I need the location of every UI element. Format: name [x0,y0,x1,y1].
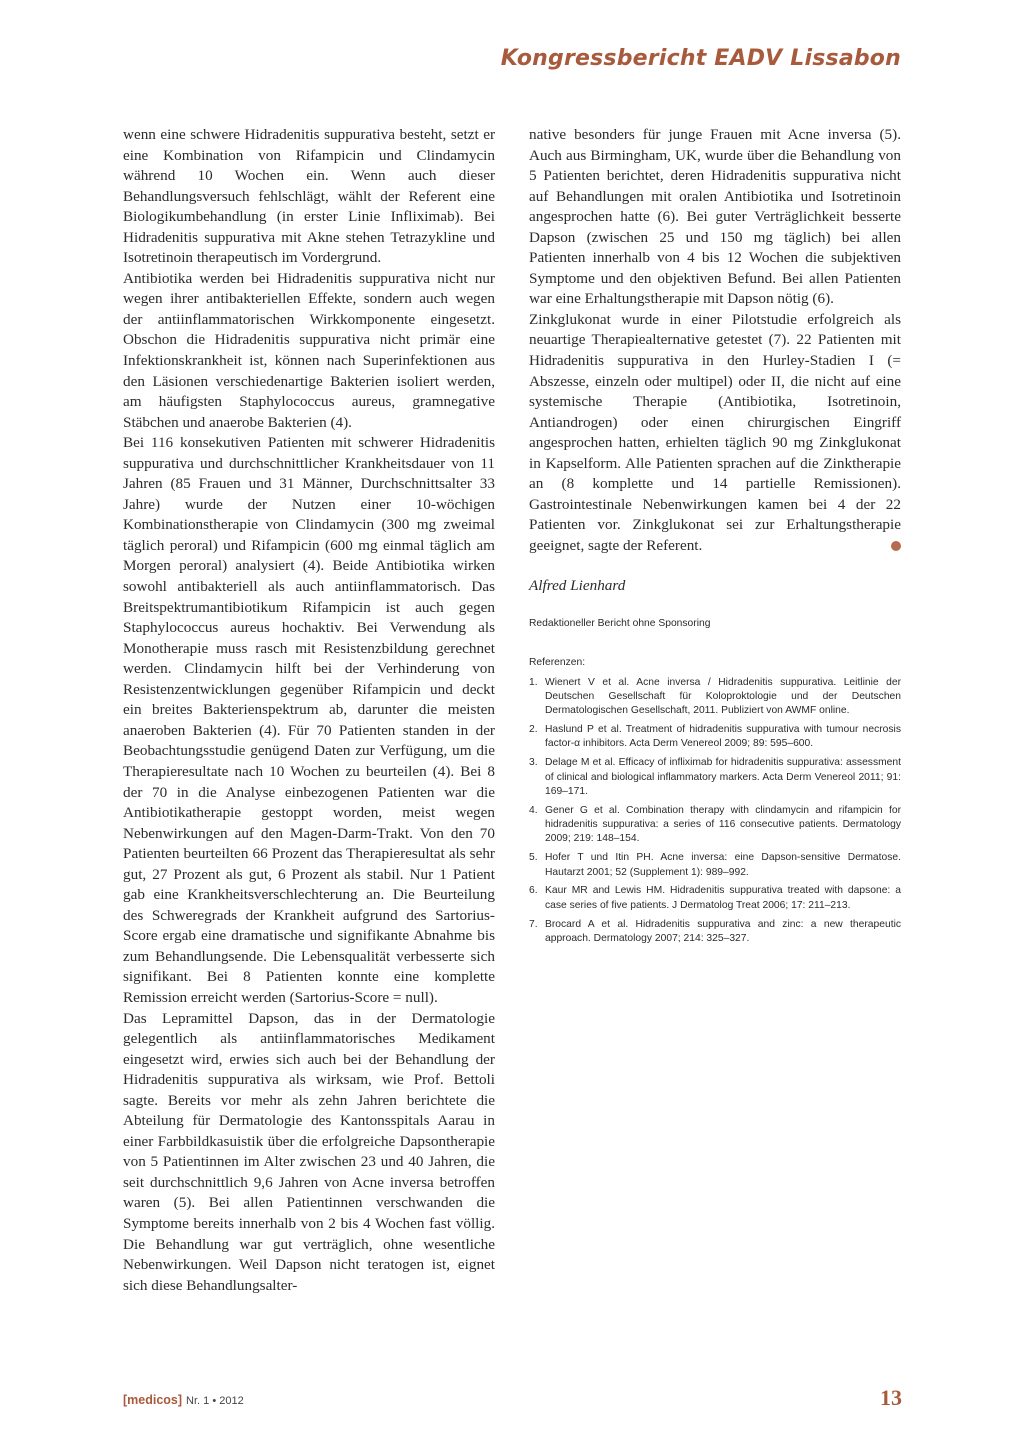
footer-issue: Nr. 1 • 2012 [186,1395,244,1407]
running-header-title: Kongressbericht EADV Lissabon [500,46,901,71]
reference-item [529,804,901,847]
reference-number: 2. [529,724,538,736]
reference-number: 3. [529,757,538,769]
reference-text: Hofer T und Itin PH. Acne inversa: eine Dapson-sensitive Dermatose. Hautarzt 2001; 52 (Supplement 1): 989–992. [545,852,901,878]
body-paragraph: wenn eine schwere Hidradenitis suppurativa besteht, setzt er eine Kombination von Rifampicin und Clindamycin während 10 Wochen ein. Wenn auch dieser Behandlungsversuch fehlschlägt, wählt der Referent eine Biologikumbehandlung (in erster Linie Infliximab). Bei Hidradenitis suppurativa mit Akne stehen Tetrazykline und Isotretinoin therapeutisch im Vordergrund. [123,126,495,267]
reference-number: 5. [529,852,538,864]
reference-text: Wienert V et al. Acne inversa / Hidradenitis suppurativa. Leitlinie der Deutschen Gesellschaft für Koloproktologie und der Deutschen Dermatologischen Gesellschaft, 2011. Publiziert von AWMF online. [545,676,901,717]
references-list [529,676,901,947]
reference-item [529,851,901,880]
reference-number: 1. [529,676,538,688]
reference-number: 4. [529,804,538,816]
body-paragraph: Das Lepramittel Dapson, das in der Dermatologie gelegentlich als antiinflammatorisches Medikament eingesetzt wird, erwies sich auch bei der Behandlung der Hidradenitis suppurativa als wirksam, wie Prof. Bettoli sagte. Bereits vor mehr als zehn Jahren berichtete die Abteilung für Dermatologie des Kantonsspitals Aarau in einer Farbbildkasuistik über die erfolgreiche Dapsontherapie von 5 Patientinnen im Alter zwischen 23 und 40 Jahren, die seit durchschnittlich 9,6 Jahren von Acne inversa betroffen waren (5). Bei allen Patientinnen verschwanden die Symptome bereits innerhalb von 2 bis 4 Wochen fast völlig. Die Behandlung war gut verträglich, ohne wesentliche Nebenwirkungen. Weil Dapson nicht teratogen ist, eignet sich diese Behandlungsalter- [123,1009,495,1294]
reference-item [529,884,901,913]
body-paragraph: Antibiotika werden bei Hidradenitis suppurativa nicht nur wegen ihrer antibakteriellen Effekte, sondern auch wegen der antiinflammatorischen Wirkkomponente eingesetzt. Obschon die Hidradenitis suppurativa nicht primär eine Infektionskrankheit ist, können nach Superinfektionen aus den Läsionen verschiedenartige Bakterien isoliert werden, am häufigsten Staphylococcus aureus, gramnegative Stäbchen und anaerobe Bakterien (4). [123,269,495,431]
reference-number: 6. [529,885,538,897]
sponsor-note: Redaktioneller Bericht ohne Sponsoring [529,618,711,630]
reference-text: Gener G et al. Combination therapy with clindamycin and rifampicin for hidradenitis suppurativa: a series of 116 consecutive patients. Dermatology 2009; 219: 148–154. [545,804,901,845]
reference-text: Brocard A et al. Hidradenitis suppurativa and zinc: a new therapeutic approach. Dermatology 2007; 214: 325–327. [545,918,901,944]
left-column [123,125,495,1296]
right-column [529,125,901,951]
body-paragraph: Bei 116 konsekutiven Patienten mit schwerer Hidradenitis suppurativa und durchschnittlicher Krankheitsdauer von 11 Jahren (85 Frauen und 31 Männer, Durchschnittsalter 33 Jahre) wurde der Nutzen einer 10-wöchigen Kombinationstherapie von Clindamycin (300 mg zweimal täglich peroral) und Rifampicin (600 mg einmal täglich am Morgen peroral) analysiert (4). Beide Antibiotika wirken sowohl antibakteriell als auch antiinflammatorisch. Das Breitspektrumantibiotikum Rifampicin ist auch gegen Staphylococcus aureus hochaktiv. Bei Verwendung als Monotherapie muss rasch mit Resistenzbildung gerechnet werden. Clindamycin hilft bei der Verhinderung von Resistenzentwicklungen gegenüber Rifampicin und deckt ein breites Bakterienspektrum ab, darunter die meisten anaeroben Bakterien (4). Für 70 Patienten standen in der Beobachtungsstudie genügend Daten zur Verfügung, um die Therapieresultate nach 10 Wochen zu beurteilen (4). Bei 8 der 70 in die Analyse einbezogenen Patienten war die Antibiotikatherapie gestoppt worden, meist wegen Nebenwirkungen auf den Magen-Darm-Trakt. Von den 70 Patienten beurteilten 66 Prozent das Therapieresultat als sehr gut, 27 Prozent als gut, 6 Prozent als stabil. Nur 1 Patient gab eine Krankheitsverschlechterung an. Die Beurteilung des Schweregrads der Krankheit aufgrund des Sartorius-Score ergab eine dramatische und signifikante Abnahme bis zum Behandlungsende. Die Lebensqualität verbesserte sich signifikant. Bei 8 Patienten konnte eine komplette Remission erreicht werden (Sartorius-Score = null). [123,434,495,1006]
reference-item [529,676,901,719]
references-title: Referenzen: [529,657,586,669]
footer-issue-info [123,1393,244,1407]
body-paragraph-last [529,310,901,557]
body-paragraph-text: Zinkglukonat wurde in einer Pilotstudie erfolgreich als neuartige Therapiealternative getestet (7). 22 Patienten mit Hidradenitis suppurativa in den Hurley-Stadien I (= Abszesse, einzeln oder multipel) oder II, die nicht auf eine systemische Therapie (Antibiotika, Isotretinoin, Antiandrogen) oder einen chirurgischen Eingriff angesprochen hatten, erhielten täglich 90 mg Zinkglukonat in Kapselform. Alle Patienten sprachen auf die Zinktherapie an (8 komplette und 14 partielle Remissionen). Gastrointestinale Nebenwirkungen kamen bei 4 der 22 Patienten vor. Zinkglukonat sei zur Erhaltungstherapie geeignet, sagte der Referent. [529,310,901,554]
reference-item [529,918,901,947]
footer-brand: [medicos] [123,1393,183,1407]
body-paragraph: native besonders für junge Frauen mit Acne inversa (5). Auch aus Birmingham, UK, wurde über die Behandlung von 5 Patienten berichtet, deren Hidradenitis suppurativa nicht auf Behandlungen mit oralen Antibiotika und Isotretinoin angesprochen hatte (6). Bei guter Verträglichkeit besserte Dapson (zwischen 25 und 150 mg täglich) bei allen Patienten innerhalb von 4 bis 12 Wochen die subjektiven Symptome und den objektiven Befund. Bei allen Patienten war eine Erhaltungstherapie mit Dapson nötig (6). [529,126,901,308]
reference-text: Delage M et al. Efficacy of infliximab for hidradenitis suppurativa: assessment of clinical and biological inflammatory markers. Acta Derm Venereol 2011; 91: 169–171. [545,757,901,797]
reference-text: Kaur MR and Lewis HM. Hidradenitis suppurativa treated with dapsone: a case series of five patients. J Dermatolog Treat 2006; 17: 211–213. [545,885,901,911]
reference-text: Haslund P et al. Treatment of hidradenitis suppurativa with tumour necrosis factor-α inhibitors. Acta Derm Venereol 2009; 89: 595–600. [545,724,901,750]
author-name: Alfred Lienhard [529,577,626,595]
reference-item [529,756,901,799]
end-of-article-dot-icon [891,541,901,551]
page-number: 13 [880,1385,902,1410]
reference-item [529,723,901,752]
reference-number: 7. [529,918,538,930]
